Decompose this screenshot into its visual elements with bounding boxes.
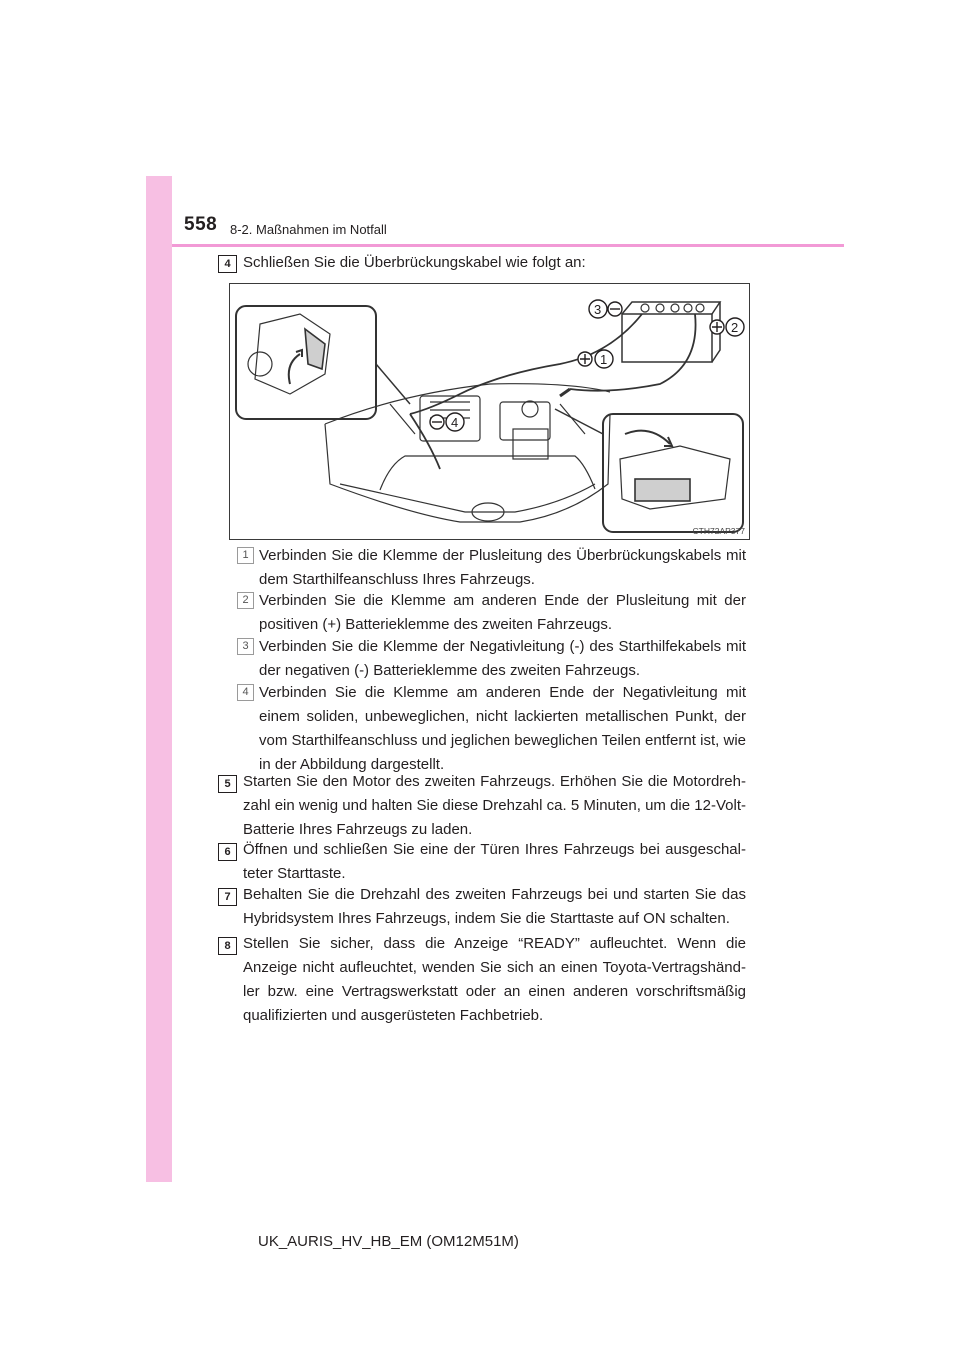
step-badge: 8 (218, 937, 237, 955)
substep-text: Verbinden Sie die Klemme am anderen Ende der Plusleitung mit der positiven (+) Batterieklemme des zweiten Fahrzeugs. (259, 592, 746, 633)
substep-badge: 2 (237, 592, 254, 609)
step-badge: 5 (218, 775, 237, 793)
substep-badge: 3 (237, 638, 254, 655)
step-badge: 4 (218, 255, 237, 273)
substep-text: Verbinden Sie die Klemme der Negativleitung (-) des Starthilfekabels mit der negativen (-) Batterieklemme des zweiten Fahrzeugs. (259, 638, 746, 679)
engine-bay-drawing (230, 284, 749, 539)
step-badge: 7 (218, 888, 237, 906)
chapter-tab-bar (146, 176, 172, 1182)
document-code-footer: UK_AURIS_HV_HB_EM (OM12M51M) (258, 1233, 519, 1250)
substep-text: Verbinden Sie die Klemme am anderen Ende der Negativleitung mit einem soliden, unbeweglichen, nicht lackierten metallischen Punkt, der vom Starthilfeanschluss und jeglichen beweglichen Teilen entfernt ist, wie in der Abbildung dargestellt. (259, 684, 746, 773)
substep-text: Verbinden Sie die Klemme der Plusleitung des Überbrückungskabels mit dem Starthilfeanschluss Ihres Fahrzeugs. (259, 547, 746, 588)
header-rule (172, 244, 844, 247)
step-text: Schließen Sie die Überbrückungskabel wie folgt an: (243, 254, 586, 271)
step-text: Stellen Sie sicher, dass die Anzeige “READY” aufleuchtet. Wenn die Anzeige nicht aufleuchtet, wenden Sie sich an einen Toyota-Vertragshändler bzw. eine Vertragswerkstatt oder an einen anderen vorschriftsmäßig qualifizierten und ausgerüsteten Fachbetrieb. (243, 935, 746, 1024)
substep-badge: 1 (237, 547, 254, 564)
figure-code: CTH72AP377 (692, 526, 745, 536)
callout-label-3: 3 (594, 302, 602, 317)
step-badge: 6 (218, 843, 237, 861)
callout-label-2: 2 (731, 320, 739, 335)
substep-badge: 4 (237, 684, 254, 701)
jump-start-illustration (229, 283, 750, 540)
page-number: 558 (184, 214, 218, 235)
step-text: Starten Sie den Motor des zweiten Fahrzeugs. Erhöhen Sie die Motordrehzahl ein wenig und halten Sie diese Drehzahl ca. 5 Minuten, um die 12-Volt-Batterie Ihres Fahrzeugs zu laden. (243, 773, 746, 838)
section-title: 8-2. Maßnahmen im Notfall (230, 222, 387, 237)
step-text: Öffnen und schließen Sie eine der Türen Ihres Fahrzeugs bei ausgeschalteter Starttaste. (243, 841, 746, 882)
callout-label-4: 4 (451, 415, 459, 430)
step-text: Behalten Sie die Drehzahl des zweiten Fahrzeugs bei und starten Sie das Hybridsystem Ihres Fahrzeugs, indem Sie die Starttaste auf ON schalten. (243, 886, 746, 927)
callout-label-1: 1 (600, 352, 608, 367)
